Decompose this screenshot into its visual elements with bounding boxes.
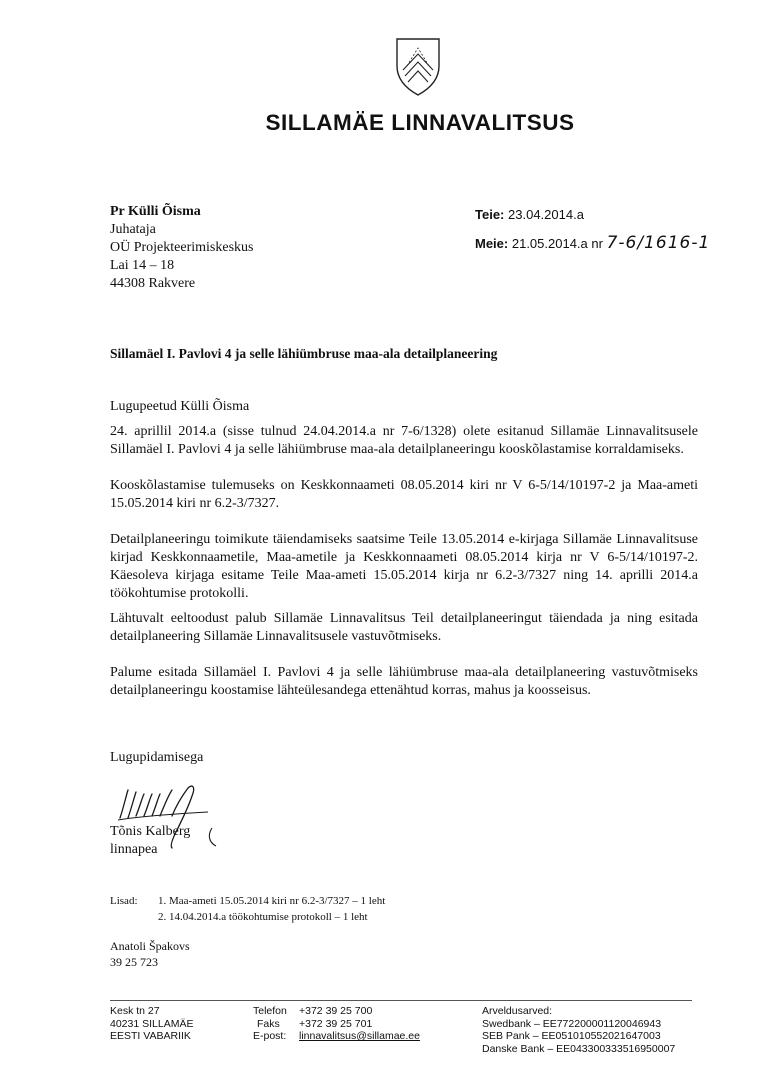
body-paragraph: Palume esitada Sillamäel I. Pavlovi 4 ja selle lähiümbruse maa-ala detailplaneering vastuvõtmiseks detailplaneeringu koostamise lähteülesandega ettenähtud korras, mahus ja koosseisus. xyxy=(110,665,698,698)
letter-body xyxy=(110,398,698,700)
addressee-line: Lai 14 – 18 xyxy=(110,258,175,273)
signer-name: Tõnis Kalberg xyxy=(110,824,191,839)
addressee-line: 44308 Rakvere xyxy=(110,276,196,291)
signer-position: linnapea xyxy=(110,842,158,857)
teie-value: 23.04.2014.a xyxy=(508,207,584,222)
reference-block xyxy=(475,201,710,258)
addressee-name: Pr Külli Õisma xyxy=(110,204,201,219)
attachment-item: 1. Maa-ameti 15.05.2014 kiri nr 6.2-3/7327 – 1 leht xyxy=(158,895,386,907)
footer-contacts xyxy=(253,1005,420,1043)
telefon-value: +372 39 25 700 xyxy=(299,1005,373,1017)
closing: Lugupidamisega xyxy=(110,750,204,765)
contact-name: Anatoli Špakovs xyxy=(110,939,190,953)
coat-of-arms-icon xyxy=(393,36,443,98)
footer-divider xyxy=(110,1000,692,1001)
addressee-line: OÜ Projekteerimiskeskus xyxy=(110,240,254,255)
addressee-line: Juhataja xyxy=(110,222,156,237)
handwritten-number: 7-6/1616-1 xyxy=(606,233,711,253)
contact-phone: 39 25 723 xyxy=(110,955,158,969)
addressee-block xyxy=(110,203,253,293)
body-paragraph: Detailplaneeringu toimikute täiendamiseks saatsime Teile 13.05.2014 e-kirjaga Sillamäe Linnavalitsuse kirjad Keskkonnaametile, Maa-ametile ja Keskkonnaameti 08.05.2014 kirja nr V 6-5/14/10197-2. Käesoleva kirjaga esitame Teile Maa-ameti 15.05.2014 kirja nr 6.2-3/7327 ning 14. aprilli 2014.a töökohtumise protokolli. xyxy=(110,532,698,601)
footer-address-line: 40231 SILLAMÄE xyxy=(110,1017,194,1030)
attachments-label: Lisad: xyxy=(110,895,138,907)
subject-line: Sillamäel I. Pavlovi 4 ja selle lähiümbruse maa-ala detailplaneering xyxy=(110,346,498,361)
epost-label: E-post: xyxy=(253,1030,287,1042)
footer-accounts xyxy=(482,1005,675,1055)
accounts-label: Arveldusarved: xyxy=(482,1005,553,1017)
footer-address-line: EESTI VABARIIK xyxy=(110,1030,191,1042)
body-paragraph: Kooskõlastamise tulemuseks on Keskkonnaameti 08.05.2014 kiri nr V 6-5/14/10197-2 ja Maa-ameti 15.05.2014 kiri nr 6.2-3/7327. xyxy=(110,478,698,511)
teie-label: Teie: xyxy=(475,207,505,222)
teie-reference xyxy=(475,201,710,229)
body-paragraph: 24. aprillil 2014.a (sisse tulnud 24.04.2014.a nr 7-6/1328) olete esitanud Sillamäe Linnavalitsusele Sillamäel I. Pavlovi 4 ja selle lähiümbruse maa-ala detailplaneeringu kooskõlastamise korraldamiseks. xyxy=(110,424,698,457)
bank-account: Swedbank – EE772200001120046943 xyxy=(482,1017,662,1030)
letterhead-title: SILLAMÄE LINNAVALITSUS xyxy=(265,110,575,135)
faks-value: +372 39 25 701 xyxy=(299,1017,373,1030)
meie-reference xyxy=(475,229,710,258)
footer-address xyxy=(110,1005,193,1043)
attachments xyxy=(110,893,385,925)
meie-value: 21.05.2014.a nr xyxy=(511,236,603,251)
meie-label: Meie: xyxy=(475,236,509,251)
salutation: Lugupeetud Külli Õisma xyxy=(110,399,250,414)
email-link[interactable]: linnavalitsus@sillamae.ee xyxy=(299,1030,420,1042)
bank-account: SEB Pank – EE051010552021647003 xyxy=(482,1030,661,1042)
faks-label: Faks xyxy=(257,1017,280,1030)
attachment-item: 2. 14.04.2014.a töökohtumise protokoll – 1 leht xyxy=(158,911,368,923)
body-paragraph: Lähtuvalt eeltoodust palub Sillamäe Linnavalitsus Teil detailplaneeringut täiendada ja ning esitada detailplaneering Sillamäe Linnavalitsusele vastuvõtmiseks. xyxy=(110,611,698,644)
bank-account: Danske Bank – EE043300333516950007 xyxy=(482,1042,676,1055)
contact-person xyxy=(110,938,190,970)
footer-address-line: Kesk tn 27 xyxy=(110,1005,160,1017)
signer-block xyxy=(110,823,190,859)
telefon-label: Telefon xyxy=(253,1005,287,1017)
